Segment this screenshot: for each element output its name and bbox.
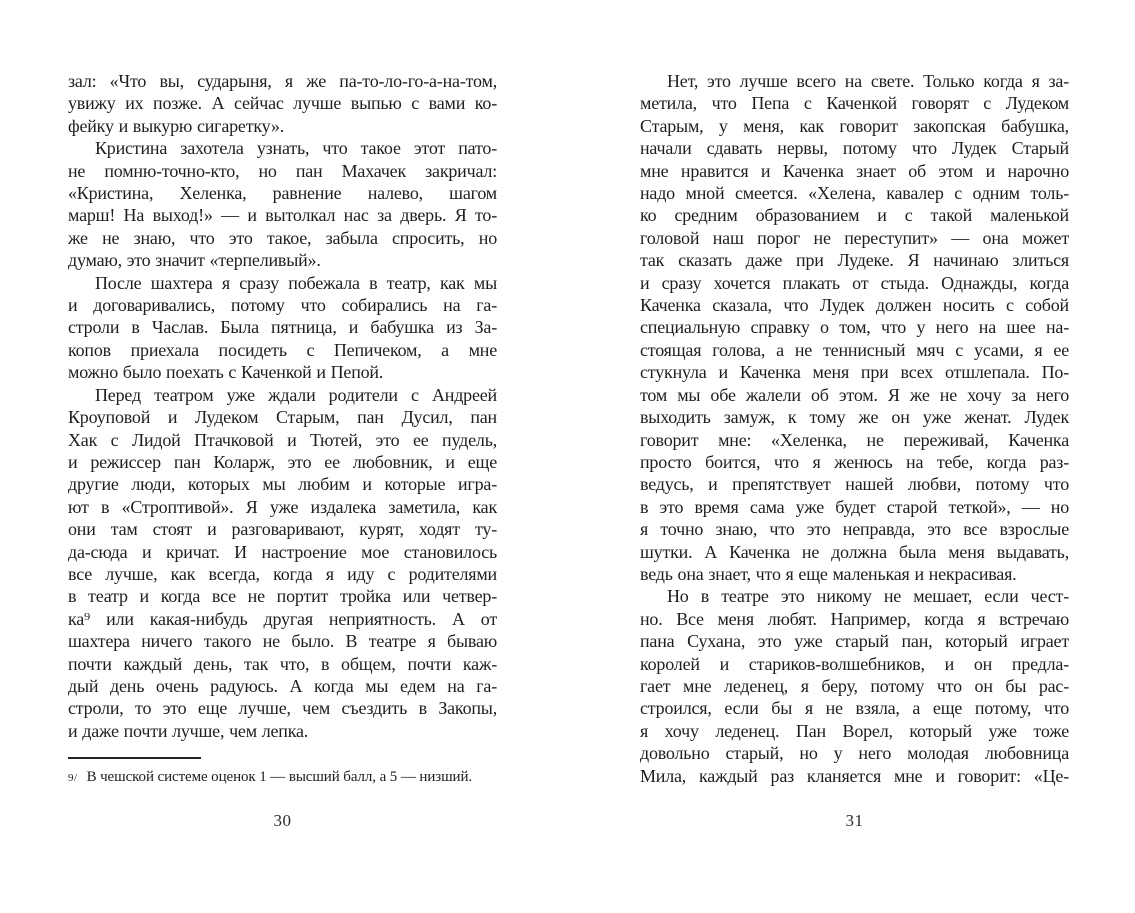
text-line: ют в «Строптивой». Я уже издалека заметила, как bbox=[68, 496, 497, 517]
text-line: можно было поехать с Каченкой и Пепой. bbox=[68, 362, 384, 383]
text-line: в театр и когда все не портит тройка или четвер- bbox=[68, 586, 497, 607]
text-line: начали сдавать нервы, потому что Лудек Старый bbox=[640, 138, 1069, 159]
paragraph bbox=[68, 137, 497, 271]
paragraphs-container bbox=[68, 70, 497, 742]
text-line: ведь она знает, что я еще маленькая и некрасивая. bbox=[640, 563, 1017, 584]
text-line: увижу их позже. А сейчас лучше выпью с вами ко- bbox=[68, 93, 497, 114]
footnote-text: В чешской системе оценок 1 — высший балл, а 5 — низший. bbox=[86, 769, 473, 786]
text-line: метила, что Пепа с Каченкой говорят с Лудеком bbox=[640, 93, 1069, 114]
paragraph bbox=[68, 384, 497, 743]
paragraph bbox=[68, 70, 497, 137]
footnote-marker: 9/ bbox=[68, 772, 78, 785]
text-line: ко средним образованием и с такой маленькой bbox=[640, 205, 1069, 226]
page-number: 30 bbox=[273, 811, 292, 830]
text-line: зал: «Что вы, сударыня, я же па-то-ло-го-а-на-том, bbox=[68, 71, 497, 91]
text-line: копов приехала посидеть с Пепичеком, а мне bbox=[68, 339, 497, 360]
page-number: 31 bbox=[845, 811, 864, 830]
text-line: стукнула и Каченка меня при всех отшлепала. По- bbox=[640, 362, 1069, 383]
paragraph bbox=[640, 585, 1069, 787]
text-line: мне нравится и Каченка знает об этом и нарочно bbox=[640, 160, 1069, 181]
text-line: я точно знаю, что это неправда, это все взрослые bbox=[640, 519, 1069, 540]
text-line: выходить замуж, к тому же он уже женат. Лудек bbox=[640, 407, 1069, 428]
text-line: Хак с Лидой Птачковой и Тютей, это ее пудель, bbox=[68, 429, 497, 450]
text-line: почти каждый день, так что, в общем, почти каж- bbox=[68, 653, 497, 674]
text-line: я хочу леденец. Пан Ворел, который уже тоже bbox=[640, 720, 1069, 741]
footnote bbox=[68, 757, 497, 788]
text-line: надо мной смеется. «Хелена, кавалер с одним толь- bbox=[640, 183, 1069, 204]
text-line: Перед театром уже ждали родители с Андреей bbox=[95, 384, 497, 405]
page-30 bbox=[68, 0, 497, 913]
paragraph bbox=[68, 272, 497, 384]
text-line: Каченка сказала, что Лудек должен носить с собой bbox=[640, 295, 1069, 316]
text-line: специальную справку о том, что у него на шее на- bbox=[640, 317, 1069, 338]
text-line: говорит мне: «Хеленка, не переживай, Каченка bbox=[640, 429, 1069, 450]
text-line: ведусь, и препятствует нашей любви, потому что bbox=[640, 474, 1069, 495]
text-line: и даже почти лучше, чем лепка. bbox=[68, 720, 309, 741]
text-line: марш! На выход!» — и вытолкал нас за дверь. Я то- bbox=[68, 205, 497, 226]
text-line: в это время сама уже будет старой теткой», — но bbox=[640, 496, 1069, 517]
text-line: Нет, это лучше всего на свете. Только когда я за- bbox=[667, 71, 1069, 91]
text-line: пана Сухана, это уже старый пан, который играет bbox=[640, 631, 1069, 652]
text-line: гает мне леденец, я беру, потому что он бы рас- bbox=[640, 675, 1069, 696]
text-line: Кроуповой и Лудеком Старым, пан Дусил, пан bbox=[68, 407, 497, 428]
text-line: же не знаю, что это такое, забыла спросить, но bbox=[68, 227, 497, 248]
paragraph bbox=[640, 70, 1069, 585]
paragraphs-container bbox=[640, 70, 1069, 787]
text-line: они там стоят и разговаривают, курят, ходят ту- bbox=[68, 519, 497, 540]
text-line: Кристина захотела узнать, что такое этот пато- bbox=[95, 138, 497, 159]
page-text bbox=[68, 70, 497, 788]
text-line: другие люди, которых мы любим и которые игра- bbox=[68, 474, 497, 495]
text-line: После шахтера я сразу побежала в театр, как мы bbox=[95, 272, 497, 293]
text-line: да-сюда и кричат. И настроение мое становилось bbox=[68, 541, 497, 562]
text-line: все лучше, как всегда, когда я иду с родителями bbox=[68, 563, 497, 584]
text-line: королей и стариков-волшебников, и он предла- bbox=[640, 653, 1069, 674]
text-line: но. Все меня любят. Например, когда я встречаю bbox=[640, 608, 1069, 629]
text-line: головой наш порог не переступит» — она может bbox=[640, 227, 1069, 248]
text-line: и сразу хочется плакать от стыда. Однажды, когда bbox=[640, 272, 1069, 293]
text-line: довольно старый, но у него молодая любовница bbox=[640, 743, 1069, 764]
footnote-line bbox=[68, 768, 497, 788]
text-line: строился, если бы я не взяла, а еще потому, что bbox=[640, 698, 1069, 719]
footnote-divider bbox=[68, 757, 201, 759]
text-line: фейку и выкурю сигаретку». bbox=[68, 115, 285, 136]
text-line: Но в театре это никому не мешает, если чест- bbox=[667, 586, 1069, 607]
text-line: «Кристина, Хеленка, равнение налево, шагом bbox=[68, 183, 497, 204]
page-31 bbox=[640, 0, 1069, 913]
page-text bbox=[640, 70, 1069, 787]
text-line: строли, то это еще лучше, чем съездить в Закопы, bbox=[68, 698, 497, 719]
text-line: и договаривались, потому что собирались на га- bbox=[68, 295, 497, 316]
text-line: строли в Часлав. Была пятница, и бабушка из За- bbox=[68, 317, 497, 338]
text-line: не помню-точно-кто, но пан Махачек закричал: bbox=[68, 160, 497, 181]
text-line: дый день очень радуюсь. А когда мы едем на га- bbox=[68, 675, 497, 696]
text-line: думаю, это значит «терпеливый». bbox=[68, 250, 321, 271]
text-line: Старым, у меня, как говорит закопская бабушка, bbox=[640, 115, 1069, 136]
text-line: ка⁹ или какая-нибудь другая неприятность. А от bbox=[68, 608, 497, 629]
text-line: шутки. А Каченка не должна была меня выдавать, bbox=[640, 541, 1069, 562]
text-line: и режиссер пан Коларж, это ее любовник, и еще bbox=[68, 451, 497, 472]
text-line: Мила, каждый раз кланяется мне и говорит: «Це- bbox=[640, 765, 1069, 786]
text-line: стоящая голова, а не теннисный мяч с усами, я ее bbox=[640, 339, 1069, 360]
text-line: том мы обе жалели об этом. Я же не хочу за него bbox=[640, 384, 1069, 405]
text-line: просто боится, что я женюсь на тебе, когда раз- bbox=[640, 451, 1069, 472]
text-line: так сказать даже при Лудеке. Я начинаю злиться bbox=[640, 250, 1069, 271]
text-line: шахтера ничего такого не было. В театре я бываю bbox=[68, 631, 497, 652]
